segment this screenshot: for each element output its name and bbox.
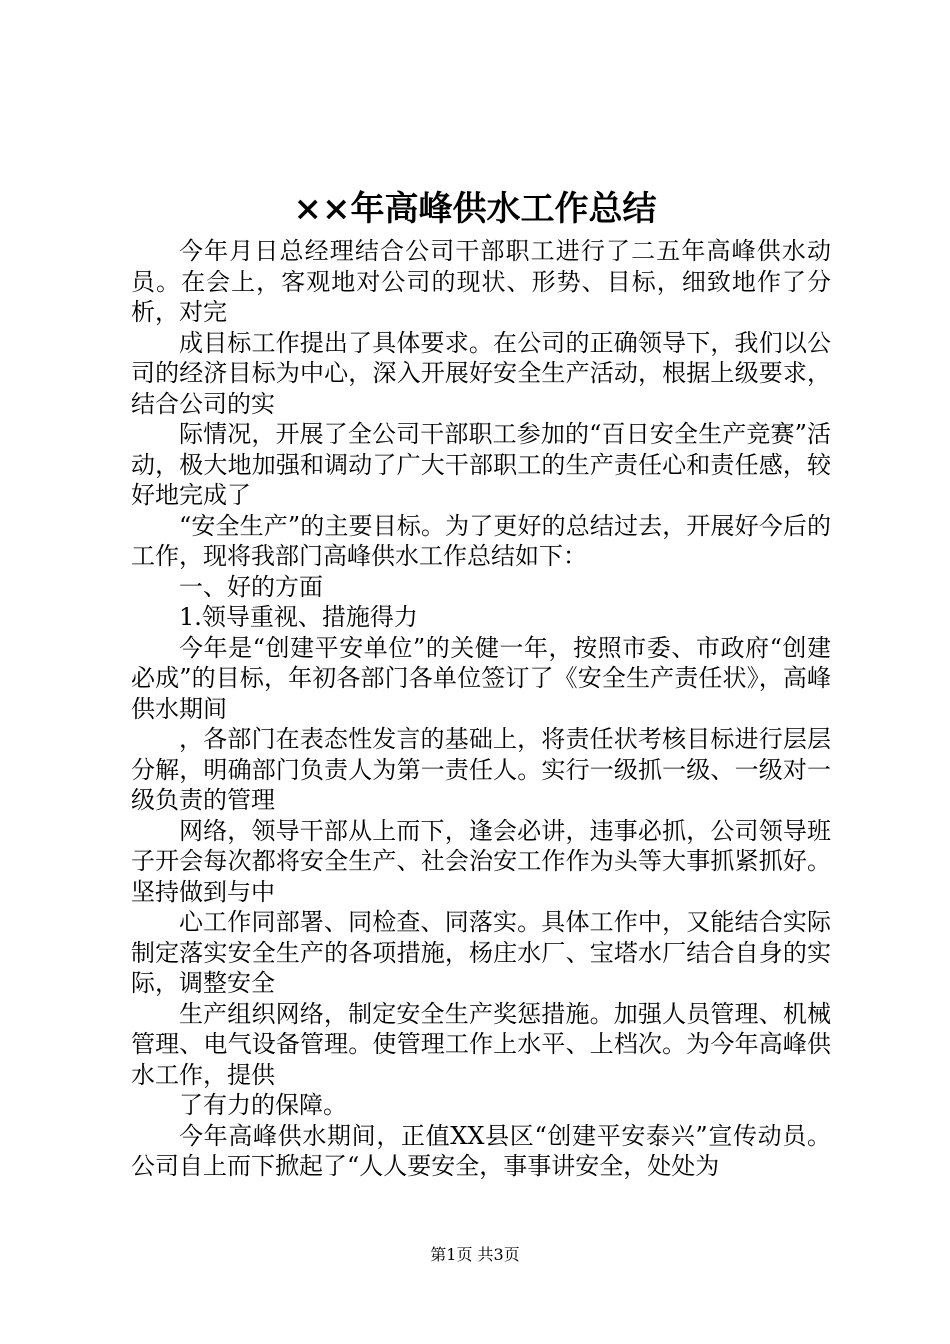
paragraph: 成目标工作提出了具体要求。在公司的正确领导下，我们以公司的经济目标为中心，深入开展好安全生产活动，根据上级要求，结合公司的实 bbox=[131, 328, 831, 418]
paragraph: 心工作同部署、同检查、同落实。具体工作中，又能结合实际制定落实安全生产的各项措施，杨庄水厂、宝塔水厂结合自身的实际，调整安全 bbox=[131, 908, 831, 997]
paragraph: 了有力的保障。 bbox=[179, 1091, 347, 1119]
paragraph: 今年是“创建平安单位”的关健一年，按照市委、市政府“创建必成”的目标，年初各部门各单位签订了《安全生产责任状》，高峰供水期间 bbox=[131, 633, 831, 723]
document-body bbox=[131, 236, 831, 1182]
section-heading: 一、好的方面 bbox=[179, 572, 323, 601]
paragraph: 今年月日总经理结合公司干部职工进行了二五年高峰供水动员。在会上，客观地对公司的现状、形势、目标，细致地作了分析，对完 bbox=[131, 237, 831, 326]
paragraph: 生产组织网络，制定安全生产奖惩措施。加强人员管理、机械管理、电气设备管理。使管理工作上水平、上档次。为今年高峰供水工作，提供 bbox=[131, 999, 831, 1089]
paragraph: 网络，领导干部从上而下，逢会必讲，违事必抓，公司领导班子开会每次都将安全生产、社会治安工作作为头等大事抓紧抓好。坚持做到与中 bbox=[131, 816, 831, 906]
paragraph: 今年高峰供水期间，正值XX县区“创建平安泰兴”宣传动员。公司自上而下掀起了“人人要安全，事事讲安全，处处为 bbox=[131, 1121, 831, 1180]
paragraph: 际情况，开展了全公司干部职工参加的“百日安全生产竞赛”活动，极大地加强和调动了广大干部职工的生产责任心和责任感，较好地完成了 bbox=[131, 420, 831, 509]
paragraph: ，各部门在表态性发言的基础上，将责任状考核目标进行层层分解，明确部门负责人为第一责任人。实行一级抓一级、一级对一级负责的管理 bbox=[131, 725, 831, 814]
paragraph: “安全生产”的主要目标。为了更好的总结过去，开展好今后的工作，现将我部门高峰供水工作总结如下： bbox=[131, 511, 831, 570]
page-number: 第1页 共3页 bbox=[430, 1245, 520, 1264]
subsection-heading: 1.领导重视、措施得力 bbox=[179, 603, 418, 631]
document-title: ××年高峰供水工作总结 bbox=[293, 189, 657, 229]
page-footer bbox=[0, 1244, 950, 1266]
